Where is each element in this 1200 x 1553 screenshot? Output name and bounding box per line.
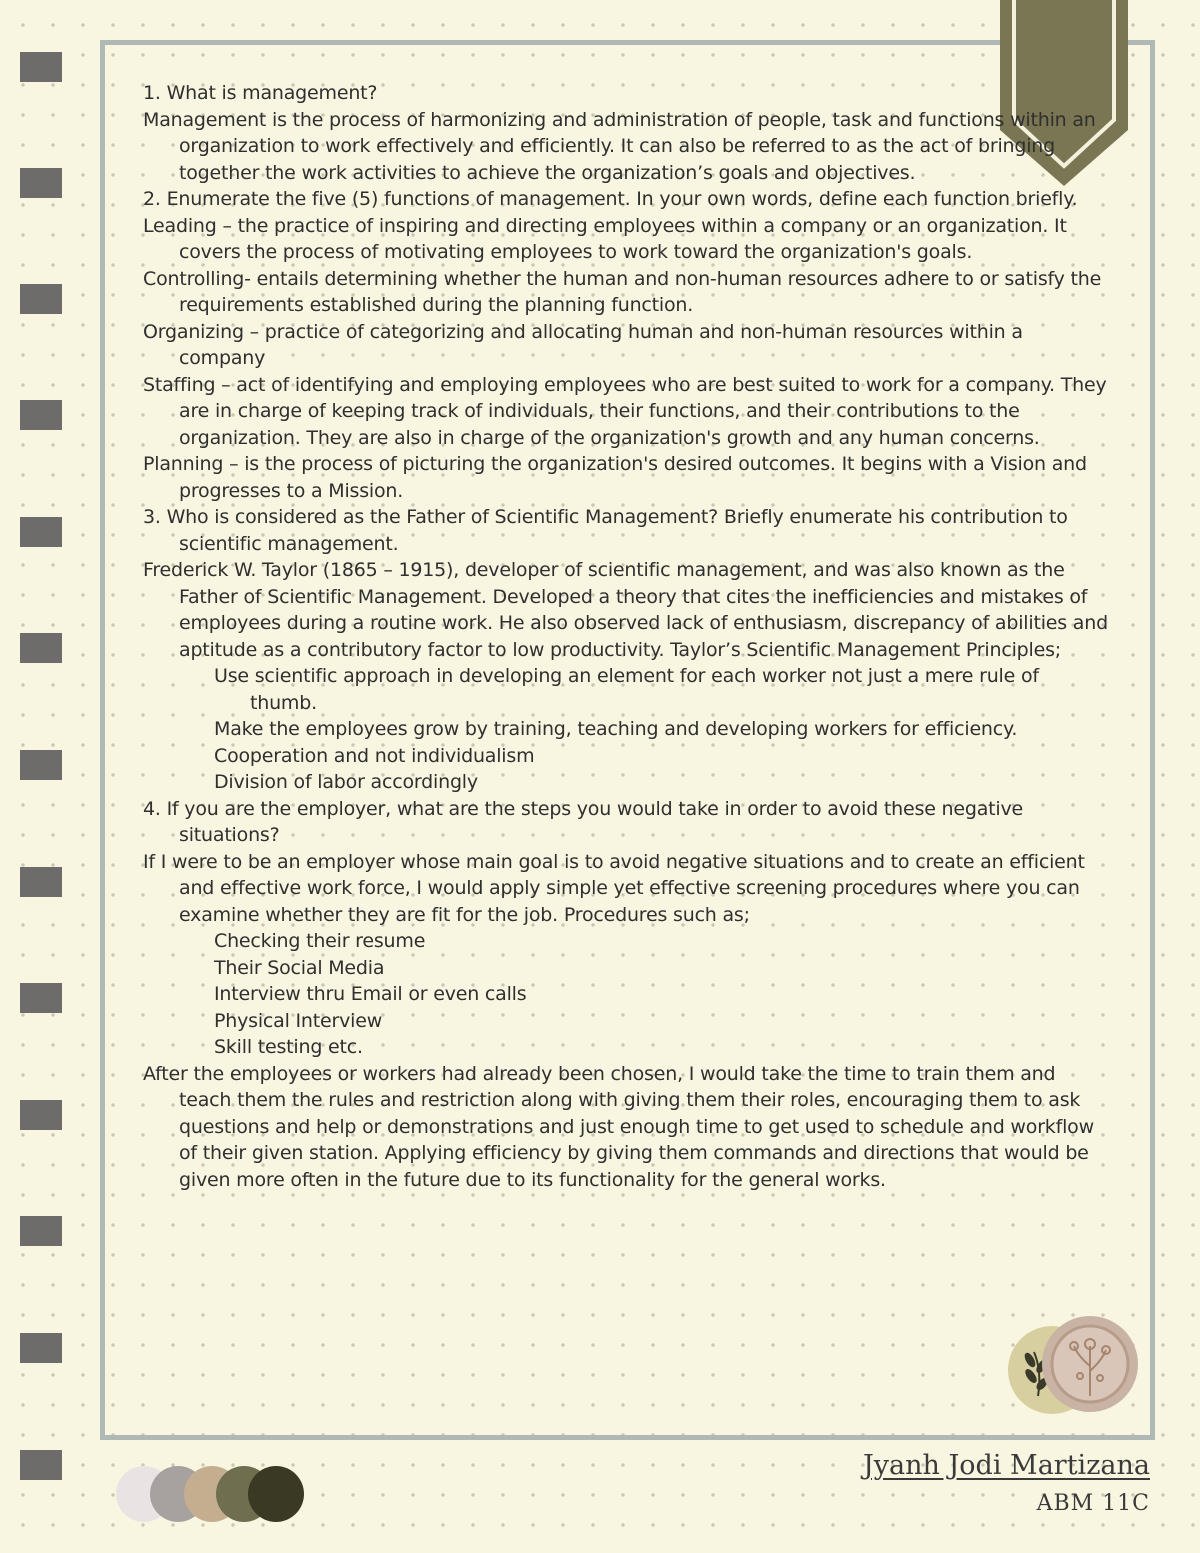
binder-tab bbox=[20, 168, 62, 198]
list-item: Interview thru Email or even calls bbox=[214, 983, 527, 1005]
answer-1: Management is the process of harmonizing and administration of people, task and functions within an organization to work effectively and efficiently. It can also be referred to as the act of bringing together the work activities to achieve the organization’s goals and objectives. bbox=[143, 108, 1096, 184]
question-2: 2. Enumerate the five (5) functions of management. In your own words, define each function briefly. bbox=[143, 188, 1078, 210]
answer-controlling: Controlling- entails determining whether the human and non-human resources adhere to or satisfy the requirements established during the planning function. bbox=[143, 267, 1102, 316]
binder-tab bbox=[20, 867, 62, 897]
answer-3: Frederick W. Taylor (1865 – 1915), developer of scientific management, and was also known as the Father of Scientific Management. Developed a theory that cites the inefficiencies and mistakes of employees during a routine work. He also observed lack of enthusiasm, discrepancy of abilities and aptitude as a contributory factor to low productivity. Taylor’s Scientific Management Principles; bbox=[143, 559, 1108, 661]
answer-staffing: Staffing – act of identifying and employing employees who are best suited to work for a company. They are in charge of keeping track of individuals, their functions, and their contributions to the organization. They are also in charge of the organization's growth and any human concerns. bbox=[143, 373, 1107, 449]
list-item: Physical Interview bbox=[214, 1009, 383, 1032]
binder-tab bbox=[20, 284, 62, 314]
answer-leading: Leading – the practice of inspiring and directing employees within a company or an organization. It covers the process of motivating employees to work toward the organization's goals. bbox=[143, 214, 1067, 263]
question-1: 1. What is management? bbox=[143, 82, 378, 104]
section-label: ABM 11C bbox=[1036, 1491, 1150, 1516]
binder-tab bbox=[20, 1333, 62, 1363]
question-3: 3. Who is considered as the Father of Scientific Management? Briefly enumerate his contribution to scientific management. bbox=[143, 506, 1068, 555]
answer-organizing: Organizing – practice of categorizing and allocating human and non-human resources within a company bbox=[143, 320, 1023, 369]
binder-tab bbox=[20, 1100, 62, 1130]
binder-tab bbox=[20, 517, 62, 547]
author-name: Jyanh Jodi Martizana bbox=[862, 1450, 1150, 1481]
palette-swatch bbox=[248, 1466, 304, 1522]
document-body bbox=[143, 80, 1108, 1193]
list-item: Division of labor accordingly bbox=[214, 771, 478, 793]
question-4: 4. If you are the employer, what are the steps you would take in order to avoid these negative situations? bbox=[143, 797, 1024, 846]
binder-tab bbox=[20, 633, 62, 663]
binder-tab bbox=[20, 750, 62, 780]
color-palette bbox=[112, 1466, 312, 1526]
list-item: Their Social Media bbox=[214, 956, 385, 979]
binder-tab bbox=[20, 1216, 62, 1246]
binder-tab bbox=[20, 983, 62, 1013]
binder-tab bbox=[20, 52, 62, 82]
signature-block bbox=[863, 1450, 1150, 1516]
answer-4: If I were to be an employer whose main goal is to avoid negative situations and to create an efficient and effective work force, I would apply simple yet effective screening procedures where you can examine whether they are fit for the job. Procedures such as; bbox=[143, 850, 1085, 926]
answer-4-conclusion: After the employees or workers had already been chosen, I would take the time to train them and teach them the rules and restriction along with giving them their roles, encouraging them to ask questions and help or demonstrations and just enough time to get used to schedule and workflow of their given station. Applying efficiency by giving them commands and directions that would be given more often in the future due to its functionality for the general works. bbox=[143, 1062, 1094, 1191]
answer-planning: Planning – is the process of picturing the organization's desired outcomes. It begins with a Vision and progresses to a Mission. bbox=[143, 453, 1087, 502]
list-item: Skill testing etc. bbox=[214, 1036, 363, 1058]
binder-tab bbox=[20, 1450, 62, 1480]
list-item: Cooperation and not individualism bbox=[214, 744, 535, 767]
list-item: Use scientific approach in developing an element for each worker not just a mere rule of thumb. bbox=[214, 665, 1039, 714]
list-item: Make the employees grow by training, teaching and developing workers for efficiency. bbox=[214, 718, 1018, 740]
binder-tab bbox=[20, 400, 62, 430]
list-item: Checking their resume bbox=[214, 930, 426, 952]
wax-seal-icon bbox=[1004, 1316, 1144, 1416]
